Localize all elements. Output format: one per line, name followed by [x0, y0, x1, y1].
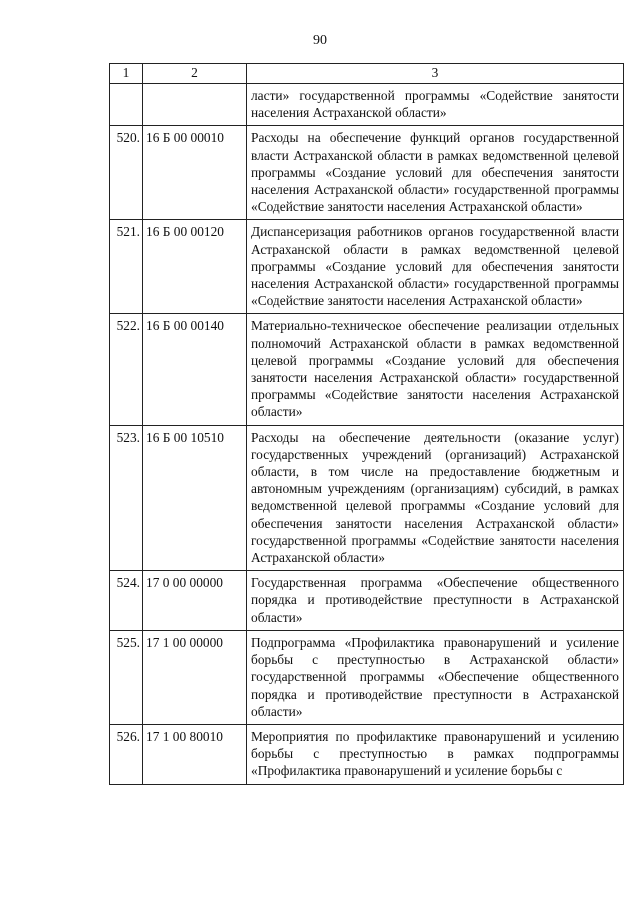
row-code: 16 Б 00 00010	[143, 126, 247, 220]
header-col-2: 2	[143, 64, 247, 84]
table-row	[110, 220, 624, 314]
row-code: 17 1 00 80010	[143, 724, 247, 784]
row-code: 16 Б 00 00140	[143, 314, 247, 425]
table-row	[110, 84, 624, 126]
row-code: 17 0 00 00000	[143, 571, 247, 631]
table-header-row	[110, 64, 624, 84]
table-row	[110, 425, 624, 571]
row-number: 524.	[110, 571, 143, 631]
budget-classification-table	[109, 63, 624, 785]
header-col-3: 3	[247, 64, 624, 84]
row-description: Расходы на обеспечение деятельности (оказание услуг) государственных учреждений (организаций) Астраханской области, в том числе на предоставление бюджетным и автономным учреждениям (организациям) субсидий, в рамках ведомственной целевой программы «Создание условий для обеспечения занятости населения Астраханской области» государственной программы «Содействие занятости населения Астраханской области»	[247, 425, 624, 571]
row-code: 16 Б 00 00120	[143, 220, 247, 314]
page-number: 90	[313, 33, 327, 48]
table-row	[110, 314, 624, 425]
table-row	[110, 571, 624, 631]
row-number: 526.	[110, 724, 143, 784]
row-description: Расходы на обеспечение функций органов государственной власти Астраханской области в рамках ведомственной целевой программы «Создание условий для обеспечения занятости населения Астраханской области» государственной программы «Содействие занятости населения Астраханской области»	[247, 126, 624, 220]
row-number: 520.	[110, 126, 143, 220]
row-description: Подпрограмма «Профилактика правонарушений и усиление борьбы с преступностью в Астраханской области» государственной программы «Обеспечение общественного порядка и противодействие преступности в Астраханской области»	[247, 630, 624, 724]
row-number: 525.	[110, 630, 143, 724]
row-description: Государственная программа «Обеспечение общественного порядка и противодействие преступности в Астраханской области»	[247, 571, 624, 631]
row-number: 522.	[110, 314, 143, 425]
row-description: Диспансеризация работников органов государственной власти Астраханской области в рамках ведомственной целевой программы «Создание условий для обеспечения занятости населения Астраханской области» государственной программы «Содействие занятости населения Астраханской области»	[247, 220, 624, 314]
header-col-1: 1	[110, 64, 143, 84]
row-code: 17 1 00 00000	[143, 630, 247, 724]
row-number	[110, 84, 143, 126]
row-code	[143, 84, 247, 126]
row-description: ласти» государственной программы «Содействие занятости населения Астраханской области»	[247, 84, 624, 126]
table-row	[110, 724, 624, 784]
table-row	[110, 126, 624, 220]
row-code: 16 Б 00 10510	[143, 425, 247, 571]
row-number: 523.	[110, 425, 143, 571]
row-number: 521.	[110, 220, 143, 314]
row-description: Материально-техническое обеспечение реализации отдельных полномочий Астраханской области в рамках ведомственной целевой программы «Создание условий для обеспечения занятости населения Астраханской области» государственной программы «Содействие занятости населения Астраханской области»	[247, 314, 624, 425]
row-description: Мероприятия по профилактике правонарушений и усилению борьбы с преступностью в рамках подпрограммы «Профилактика правонарушений и усиление борьбы с	[247, 724, 624, 784]
table-row	[110, 630, 624, 724]
